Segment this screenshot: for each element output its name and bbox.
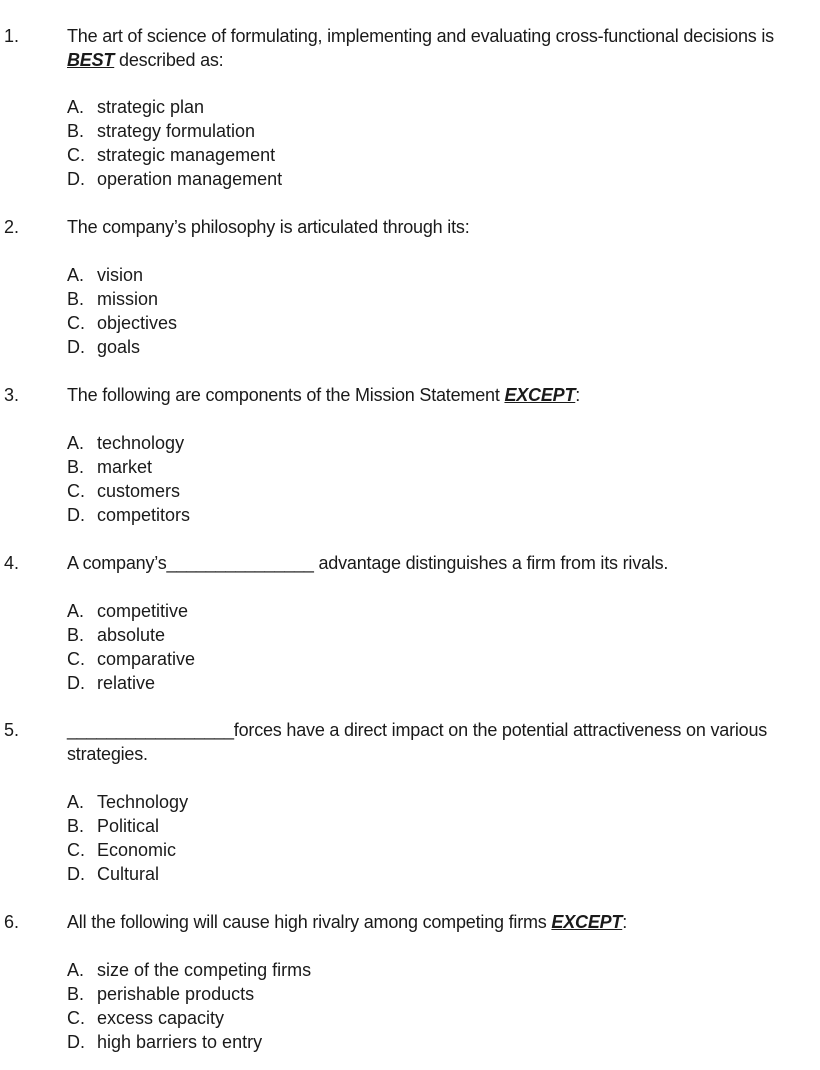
option-d: D. Cultural: [67, 864, 160, 884]
option-d: D. high barriers to entry: [67, 1032, 263, 1052]
option-list: [67, 790, 188, 886]
option-b: B. Political: [67, 816, 160, 836]
option-b: B. market: [67, 457, 153, 477]
question-number: 5.: [4, 720, 20, 740]
question-number: 6.: [4, 912, 20, 932]
question-text: All the following will cause high rivalry among competing firms EXCEPT:: [67, 912, 628, 932]
option-c: C. Economic: [67, 840, 177, 860]
option-d: D. operation management: [67, 169, 283, 189]
option-d: D. competitors: [67, 505, 191, 525]
option-a: A. technology: [67, 433, 185, 453]
option-list: [67, 263, 177, 359]
emphasis-word: EXCEPT: [551, 912, 623, 932]
question-number: 1.: [4, 26, 20, 46]
option-b: B. strategy formulation: [67, 121, 256, 141]
question-number: 3.: [4, 385, 20, 405]
option-b: B. perishable products: [67, 984, 255, 1004]
option-list: [67, 599, 195, 695]
option-a: A. strategic plan: [67, 97, 205, 117]
option-list: [67, 95, 282, 191]
option-list: [67, 958, 311, 1054]
option-a: A. vision: [67, 265, 144, 285]
question-text: _________________forces have a direct impact on the potential attractiveness on various strategies.: [67, 720, 768, 764]
option-a: A. Technology: [67, 792, 189, 812]
option-b: B. absolute: [67, 625, 166, 645]
option-c: C. strategic management: [67, 145, 276, 165]
option-c: C. excess capacity: [67, 1008, 225, 1028]
option-a: A. size of the competing firms: [67, 960, 312, 980]
emphasis-word: EXCEPT: [504, 385, 576, 405]
option-d: D. relative: [67, 673, 156, 693]
option-b: B. mission: [67, 289, 159, 309]
question-text: A company’s_______________ advantage distinguishes a firm from its rivals.: [67, 553, 669, 573]
question-text: The company’s philosophy is articulated through its:: [67, 217, 470, 237]
emphasis-word: BEST: [67, 50, 115, 70]
question-number: 4.: [4, 553, 20, 573]
option-c: C. comparative: [67, 649, 196, 669]
option-c: C. customers: [67, 481, 181, 501]
option-a: A. competitive: [67, 601, 189, 621]
question-text: The art of science of formulating, implementing and evaluating cross-functional decisions is BEST described as:: [67, 26, 774, 70]
option-c: C. objectives: [67, 313, 178, 333]
option-list: [67, 431, 190, 527]
question-number: 2.: [4, 217, 20, 237]
question-text: The following are components of the Mission Statement EXCEPT:: [67, 385, 581, 405]
option-d: D. goals: [67, 337, 141, 357]
